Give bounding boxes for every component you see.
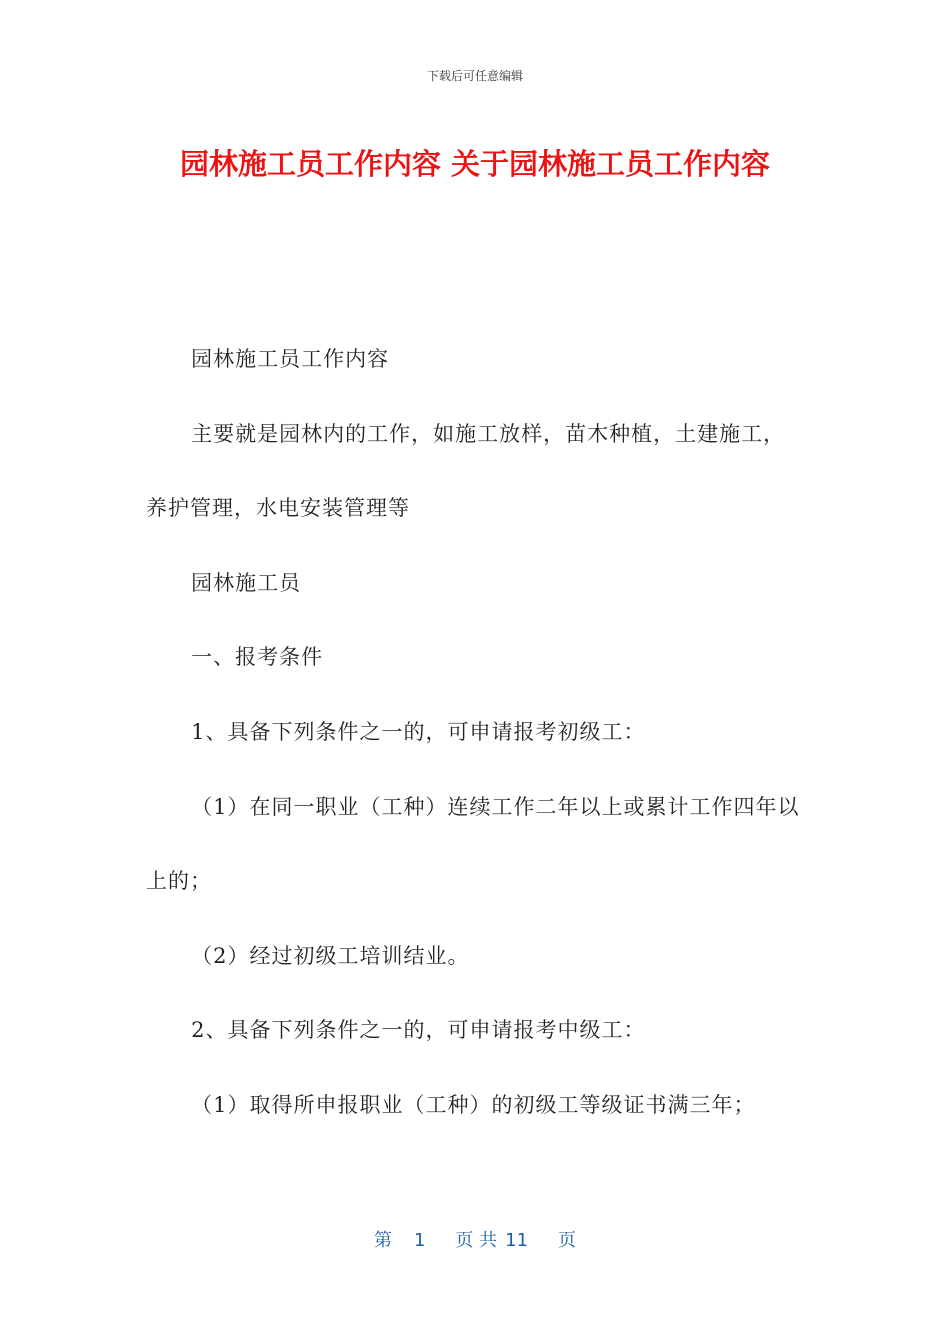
footer-suffix: 页: [558, 1230, 577, 1251]
footer-total-pages: 11: [505, 1230, 529, 1251]
paragraph: 1、具备下列条件之一的，可申请报考初级工：: [191, 719, 646, 744]
paragraph: 2、具备下列条件之一的，可申请报考中级工：: [191, 1018, 646, 1043]
paragraph: 园林施工员: [191, 570, 302, 595]
paragraph: （1）在同一职业（工种）连续工作二年以上或累计工作四年以上的；: [146, 794, 800, 894]
paragraph: （1）取得所申报职业（工种）的初级工等级证书满三年；: [191, 1092, 756, 1117]
paragraph: 园林施工员工作内容: [191, 347, 390, 371]
footer-page-number: 1: [413, 1230, 426, 1251]
paragraph: 一、报考条件: [191, 645, 324, 670]
paragraph: 主要就是园林内的工作，如施工放样，苗木种植，土建施工，养护管理，水电安装管理等: [146, 421, 786, 521]
paragraph: （2）经过初级工培训结业。: [191, 943, 470, 968]
footer-middle: 页 共: [455, 1230, 498, 1251]
document-body: [146, 322, 806, 1143]
page-footer: [0, 1226, 950, 1252]
footer-prefix: 第: [373, 1230, 392, 1251]
document-title: 园林施工员工作内容 关于园林施工员工作内容: [179, 147, 771, 181]
header-note: 下载后可任意编辑: [426, 69, 523, 83]
